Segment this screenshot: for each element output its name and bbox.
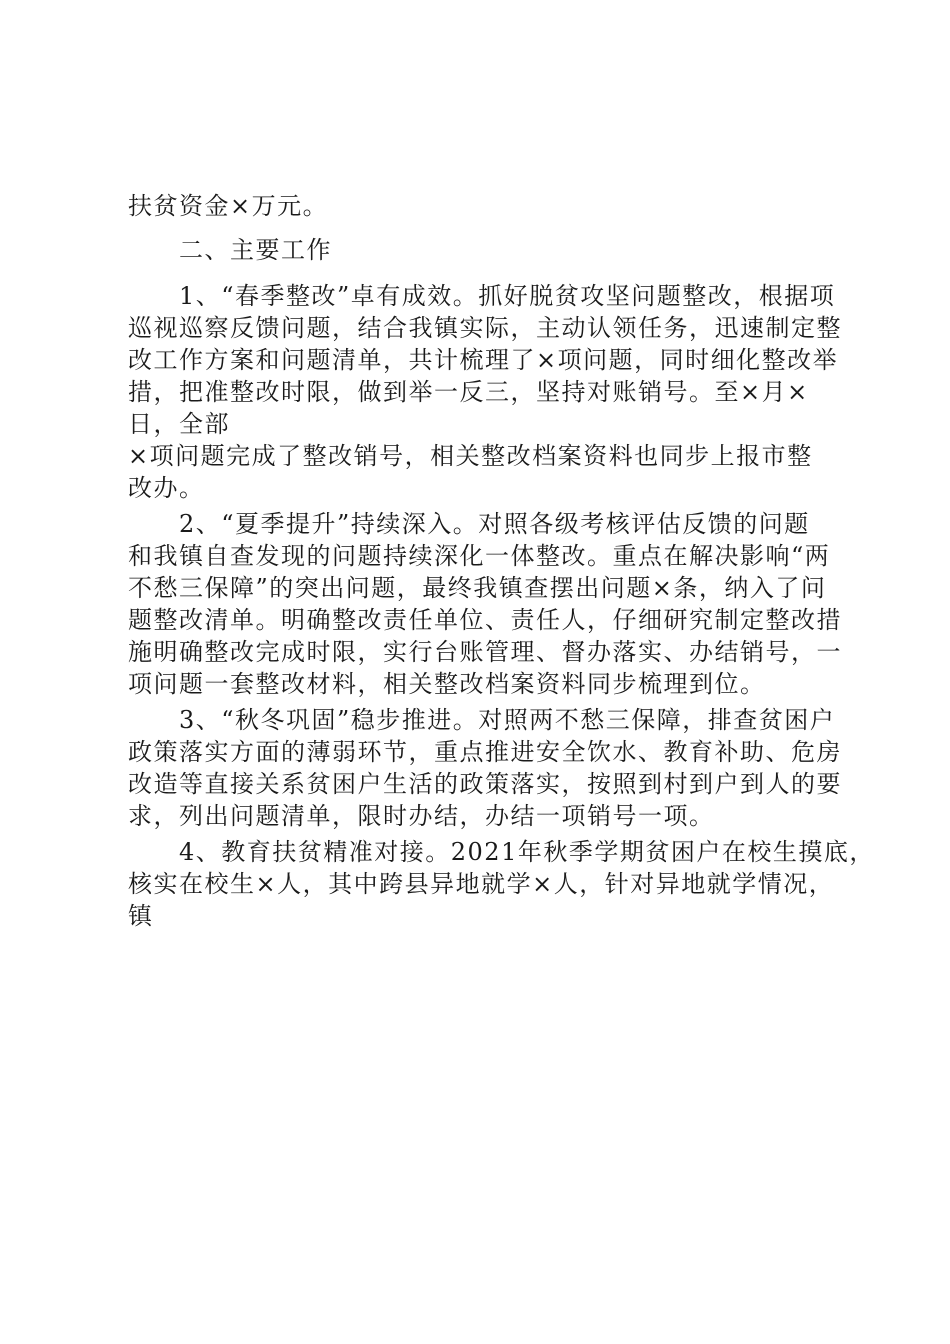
text-line: 巡视巡察反馈问题，结合我镇实际，主动认领任务，迅速制定整 (128, 314, 842, 342)
text-line: 1、“春季整改”卓有成效。抓好脱贫攻坚问题整改，根据项 (128, 282, 836, 310)
text-line: 改办。 (128, 474, 205, 502)
text-line: 政策落实方面的薄弱环节，重点推进安全饮水、教育补助、危房 (128, 738, 842, 766)
text-line: 施明确整改完成时限，实行台账管理、督办落实、办结销号，一 (128, 638, 842, 666)
section-heading-main-work (128, 234, 838, 266)
text-line: 措，把准整改时限，做到举一反三，坚持对账销号。至×月× (128, 378, 809, 406)
text-line: 改工作方案和问题清单，共计梳理了×项问题，同时细化整改举 (128, 346, 839, 374)
text-line: 日，全部 (128, 410, 230, 438)
text-line: 2、“夏季提升”持续深入。对照各级考核评估反馈的问题 (128, 510, 810, 538)
text-line: 镇 (128, 902, 154, 930)
text-line: 3、“秋冬巩固”稳步推进。对照两不愁三保障，排查贫困户 (128, 706, 836, 734)
text-line: 不愁三保障”的突出问题，最终我镇查摆出问题×条，纳入了问 (128, 574, 827, 602)
paragraph-spring-rectification (128, 280, 842, 504)
text-line: 求，列出问题清单，限时办结，办结一项销号一项。 (128, 802, 715, 830)
text-line: 核实在校生×人，其中跨县异地就学×人，针对异地就学情况， (128, 870, 835, 898)
text-line: 项问题一套整改材料，相关整改档案资料同步梳理到位。 (128, 670, 766, 698)
paragraph-summer-improvement (128, 508, 842, 700)
text-line: 扶贫资金×万元。 (128, 192, 329, 220)
text-line: ×项问题完成了整改销号，相关整改档案资料也同步上报市整 (128, 442, 813, 470)
paragraph-education-poverty-alleviation (128, 836, 875, 932)
paragraph-autumn-winter-consolidation (128, 704, 842, 832)
text-line: 改造等直接关系贫困户生活的政策落实，按照到村到户到人的要 (128, 770, 842, 798)
section-heading: 二、主要工作 (128, 236, 332, 264)
text-line: 4、教育扶贫精准对接。2021年秋季学期贫困户在校生摸底， (128, 838, 875, 866)
text-line: 题整改清单。明确整改责任单位、责任人，仔细研究制定整改措 (128, 606, 842, 634)
text-line: 和我镇自查发现的问题持续深化一体整改。重点在解决影响“两 (128, 542, 831, 570)
paragraph-funds-tail (128, 190, 838, 222)
